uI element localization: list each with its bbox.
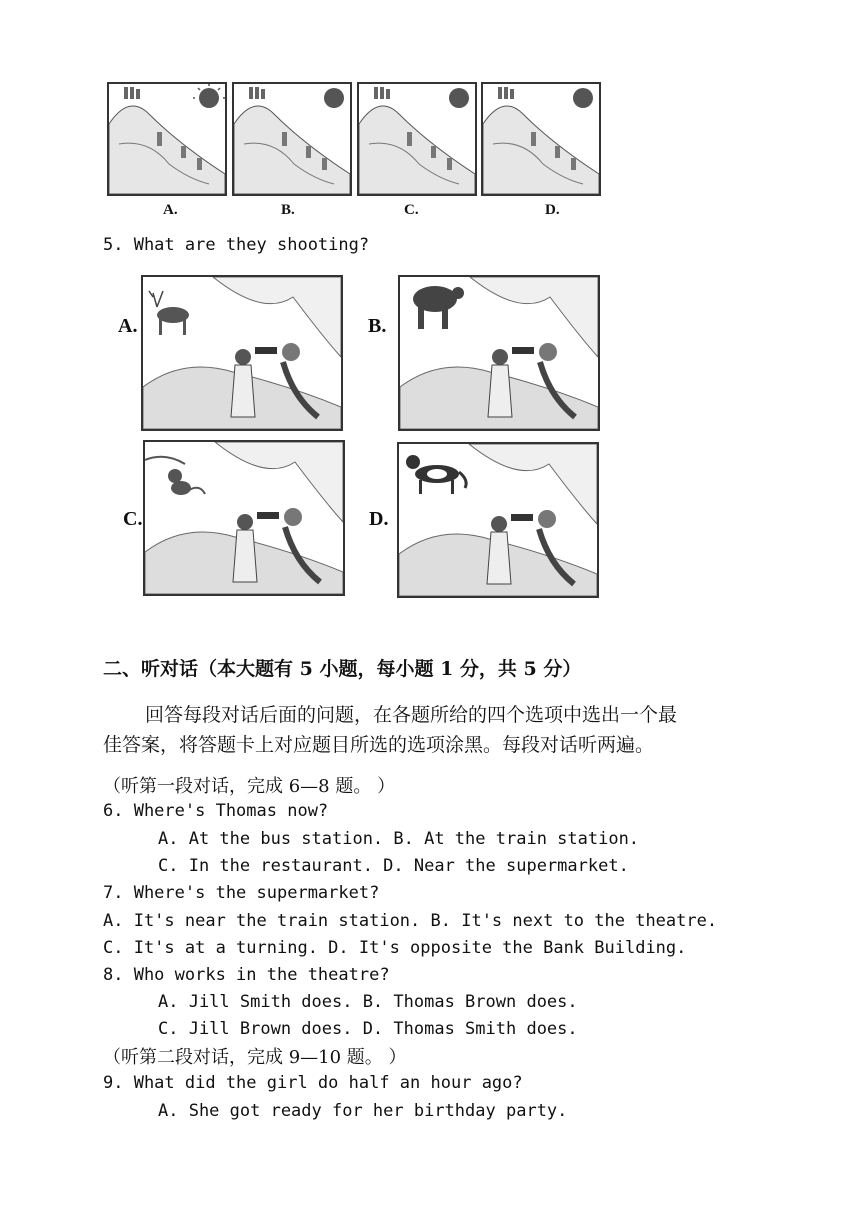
q7-options-line-2: C. It's at a turning. D. It's opposite the Bank Building. bbox=[103, 938, 687, 958]
q4-picture-d bbox=[481, 82, 601, 196]
q6-options-line-2: C. In the restaurant. D. Near the supermarket. bbox=[158, 856, 629, 876]
q5-picture-c bbox=[143, 440, 345, 596]
q5-picture-a bbox=[141, 275, 343, 431]
q5-question: 5. What are they shooting? bbox=[103, 235, 370, 255]
section-2-instruction-line-1: 回答每段对话后面的问题，在各题所给的四个选项中选出一个最 bbox=[145, 704, 678, 726]
q5-option-a-label: A. bbox=[118, 315, 138, 337]
mountain-climbers-illustration bbox=[483, 84, 599, 194]
dialog-2-note: （听第二段对话，完成 9—10 题。 ） bbox=[103, 1047, 407, 1068]
mountain-climbers-illustration bbox=[109, 84, 225, 194]
q4-option-a-label: A. bbox=[163, 202, 178, 218]
q7-options-line-1: A. It's near the train station. B. It's next to the theatre. bbox=[103, 911, 718, 931]
q4-option-b-label: B. bbox=[281, 202, 295, 218]
q4-option-c-label: C. bbox=[404, 202, 419, 218]
bear-icon bbox=[413, 286, 464, 329]
q9-question: 9. What did the girl do half an hour ago? bbox=[103, 1073, 523, 1093]
monkey-icon bbox=[145, 457, 205, 495]
mountain-climbers-illustration bbox=[234, 84, 350, 194]
q8-options-line-1: A. Jill Smith does. B. Thomas Brown does. bbox=[158, 992, 578, 1012]
q8-options-line-2: C. Jill Brown does. D. Thomas Smith does. bbox=[158, 1019, 578, 1039]
dog-icon bbox=[406, 455, 466, 494]
dialog-1-note: （听第一段对话，完成 6—8 题。 ） bbox=[103, 776, 396, 797]
q9-options-line-1: A. She got ready for her birthday party. bbox=[158, 1101, 568, 1121]
q6-options-line-1: A. At the bus station. B. At the train station. bbox=[158, 829, 640, 849]
section-2-heading: 二、听对话（本大题有 5 小题，每小题 1 分，共 5 分） bbox=[103, 658, 582, 680]
q4-picture-a bbox=[107, 82, 227, 196]
q5-option-c-label: C. bbox=[123, 508, 143, 530]
q8-question: 8. Who works in the theatre? bbox=[103, 965, 390, 985]
q5-picture-b bbox=[398, 275, 600, 431]
q5-option-b-label: B. bbox=[368, 315, 387, 337]
q4-picture-b bbox=[232, 82, 352, 196]
section-2-instruction-line-2: 佳答案，将答题卡上对应题目所选的选项涂黑。每段对话听两遍。 bbox=[103, 734, 655, 756]
q4-picture-c bbox=[357, 82, 477, 196]
q5-picture-d bbox=[397, 442, 599, 598]
mountain-climbers-illustration bbox=[359, 84, 475, 194]
q6-question: 6. Where's Thomas now? bbox=[103, 801, 329, 821]
q7-question: 7. Where's the supermarket? bbox=[103, 883, 380, 903]
deer-icon bbox=[149, 291, 189, 335]
q5-option-d-label: D. bbox=[369, 508, 389, 530]
q4-option-d-label: D. bbox=[545, 202, 560, 218]
